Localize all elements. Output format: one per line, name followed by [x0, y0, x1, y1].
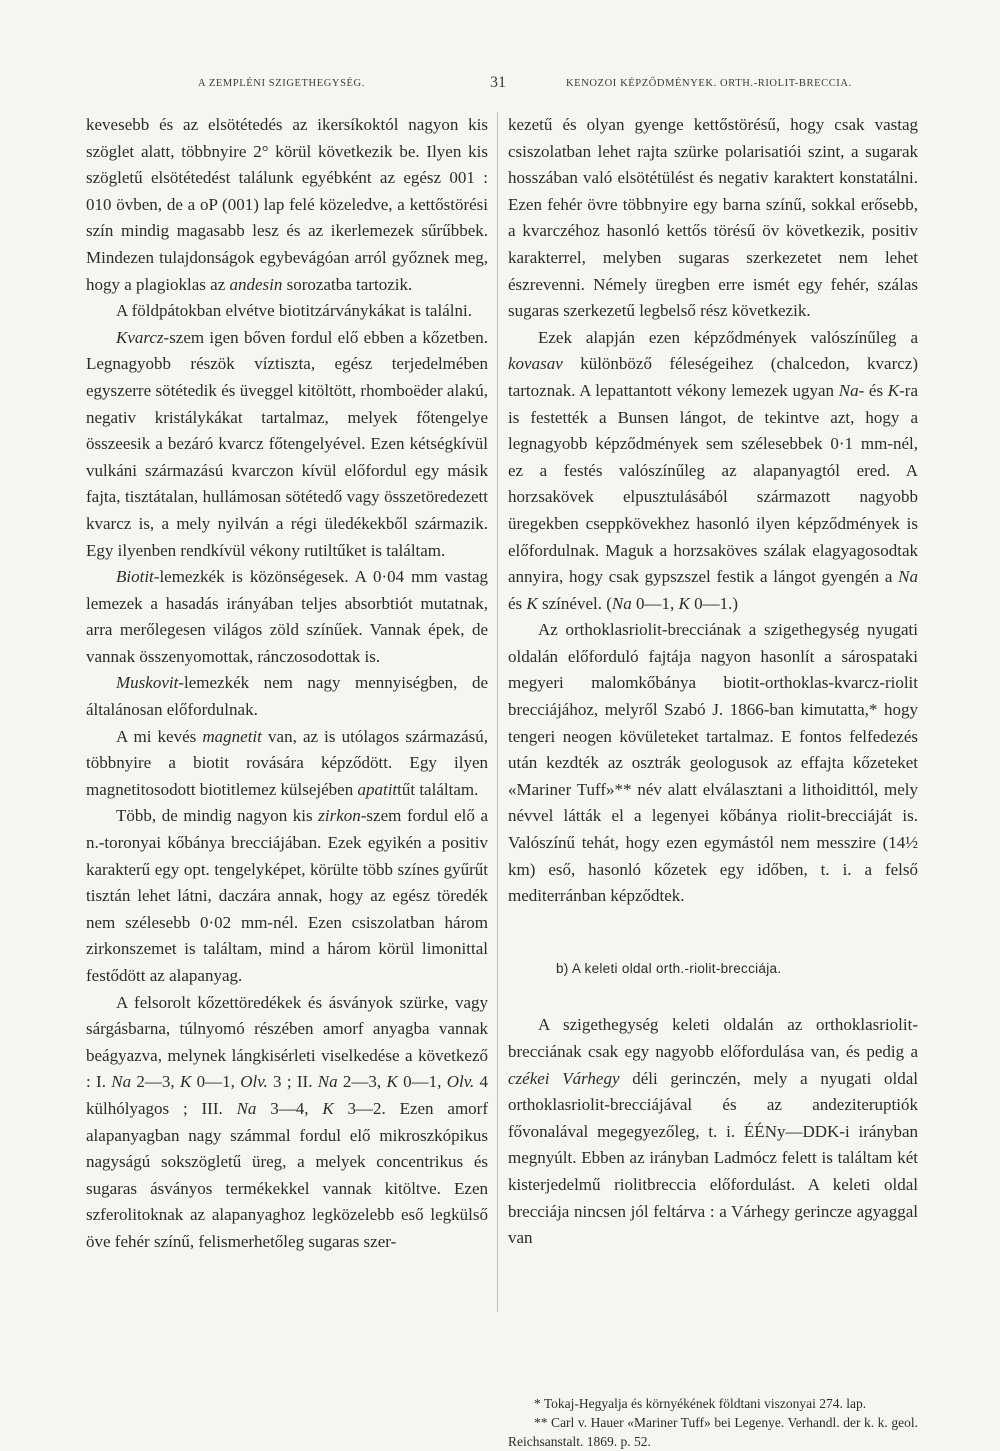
footnote: * Tokaj-Hegyalja és környékének földtani viszonyai 274. lap.	[534, 1395, 867, 1411]
footnote: ** Carl v. Hauer «Mariner Tuff» bei Legenye. Verhandl. der k. k. geol. Reichsanstalt. 1869. p. 52.	[508, 1414, 918, 1449]
paragraph: Kvarcz-szem igen bőven fordul elő ebben a kőzetben. Legnagyobb részök víztiszta, egész terjedelmében egyszerre sötétedik és üveggel kitöltött, rhomboëder alakú, negativ kristálykákat tartalmaz, melyek főtengelye összeesik a bezáró kvarcz főtengelyével. Ezen kétségkívül vulkáni származású kvarczon kívül előfordul egy másik fajta, tisztátalan, hullámosan sötétedő vagy összetöredezett kvarcz is, a mely nyilván a régi üledékekből származik. Egy ilyenben rendkívül vékony rutiltűket is találtam.	[86, 327, 488, 560]
paragraph: Biotit-lemezkék is közönségesek. A 0·04 mm vastag lemezek a hasadás irányában teljes absorbtiót mutatnak, arra merőlegesen világos zöld színűek. Vannak épek, de vannak összenyomottak, ránczosodottak is.	[86, 567, 488, 666]
page-number: 31	[490, 74, 506, 91]
paragraph: Az orthoklasriolit-brecciának a szigethegység nyugati oldalán előforduló fajtája nagyon hasonlít a sárospataki megyeri malomkőbánya biotit-orthoklas-kvarcz-riolit brecciájához, melyről Szabó J. 1866-ban kimutatta,* hogy tengeri neogen kövületeket tartalmaz. E fontos felfedezés után kezdték az osztrák geologusok az effajta kőzeteket «Mariner Tuff»** név alatt elválasztani a lithoidittól, mely névvel látták el a legenyei kőbánya riolit-brecciáját is. Valószínű tehát, hogy ezen egymástól nem messzire (14½ km) eső, hasonló kőzetek egy időben, t. i. a felső mediterránban képződtek.	[508, 620, 918, 906]
paragraph: Muskovit-lemezkék nem nagy mennyiségben, de általánosan előfordulnak.	[86, 673, 488, 720]
paragraph: kevesebb és az elsötétedés az ikersíkoktól nagyon kis szöglet alatt, többnyire 2° körül következik be. Ilyen kis szögletű elsötétedést találunk egyébként az egész 001 : 010 övben, de a oP (001) lap felé közeledve, a kettőstörési szín mindig magasabb lesz és az ikerlemezek sűrűbbek. Mindezen tulajdonságok egybevágóan arról győznek meg, hogy a plagioklas az andesin sorozatba tartozik.	[86, 115, 488, 294]
header-left-title: A ZEMPLÉNI SZIGETHEGYSÉG.	[198, 78, 365, 89]
running-header	[86, 74, 918, 98]
header-right-title: KENOZOI KÉPZŐDMÉNYEK. ORTH.-RIOLIT-BRECCIA.	[566, 78, 852, 89]
column-divider	[497, 112, 498, 1312]
paragraph: A felsorolt kőzettöredékek és ásványok szürke, vagy sárgásbarna, túlnyomó részében amorf anyagba vannak beágyazva, melynek lángkisérleti viselkedése a következő : I. Na 2—3, K 0—1, Olv. 3 ; II. Na 2—3, K 0—1, Olv. 4 külhólyagos ; III. Na 3—4, K 3—2. Ezen amorf alapanyagban nagy számmal fordul elő mikroszkópikus nagyságú sokszögletű üreg, a melyek concentrikus és sugaras ásványos termékekkel vannak kitöltve. Ezen szferolitoknak az alapanyaghoz legközelebb eső legkülső öve fehér színű, felismerhetőleg sugaras szer-	[86, 992, 489, 1251]
left-column	[86, 112, 488, 1256]
right-column	[508, 112, 918, 1451]
section-subheading: b) A keleti oldal orth.-riolit-brecciája.	[556, 960, 782, 976]
paragraph: A földpátokban elvétve biotitzárványkákat is találni.	[116, 301, 472, 321]
paragraph: A mi kevés magnetit van, az is utólagos származású, többnyire a biotit rovására képződött. Egy ilyen magnetitosodott biotitlemez külsejében apatittűt találtam.	[86, 726, 488, 799]
paragraph: A szigethegység keleti oldalán az orthoklasriolit-brecciának csak egy nagyobb előfordulása van, és pedig a czékei Várhegy déli gerinczén, mely a nyugati oldal orthoklasriolit-brecciájával és az andeziteruptiók fővonalával megegyezőleg, t. i. ÉÉNy—DDK-i irányban megnyúlt. Ebben az irányban Ladmócz felett is találtam két kisterjedelmű riolitbreccia előfordulást. A keleti oldal brecciája nincsen jól feltárva : a Várhegy gerincze agyaggal van	[508, 1015, 918, 1248]
paragraph: Ezek alapján ezen képződmények valószínűleg a kovasav különböző féleségeihez (chalcedon, kvarcz) tartoznak. A lepattantott vékony lemezek ugyan Na- és K-ra is festették a Bunsen lángot, de tekintve azt, hogy a legnagyobb képződmények sem szélesebbek 0·1 mm-nél, ez a festés valószínűleg az alapanyagtól ered. A horzsakövek elpusztulásából származott nagyobb üregekben cseppkövekhez hasonló ilyen képződmények is előfordulnak. Maguk a horzsaköves szálak elagyagosodtak annyira, hogy csak gypszszel festik a lángot gyengén a Na és K színével. (Na 0—1, K 0—1.)	[508, 327, 918, 613]
paragraph: Több, de mindig nagyon kis zirkon-szem fordul elő a n.-toronyai kőbánya brecciájában. Ezek egyikén a positiv karakterű egy opt. tengelyképet, körülte több színes gyűrűt tisztán lehet látni, daczára annak, hogy az egész töredék nem szélesebb 0·02 mm-nél. Ezen csiszolatban három zirkonszemet is találtam, mind a három körül limonittal festődött az alapanyag.	[86, 806, 489, 985]
paragraph: kezetű és olyan gyenge kettőstörésű, hogy csak vastag csiszolatban lehet rajta szürke polarisatiói szint, a sugarak hosszában való elsötétülést és negativ karaktert konstatálni. Ezen fehér övre többnyire egy barna színű, sokkal erősebb, a kvarczéhoz hasonló kettős törésű öv következik, positiv karakterrel, melyben sugaras szerkezetet nem lehet észrevenni. Némely üregben erre ismét egy fehér, szálas sugaras szerkezetű legbelső rész következik.	[508, 115, 918, 321]
